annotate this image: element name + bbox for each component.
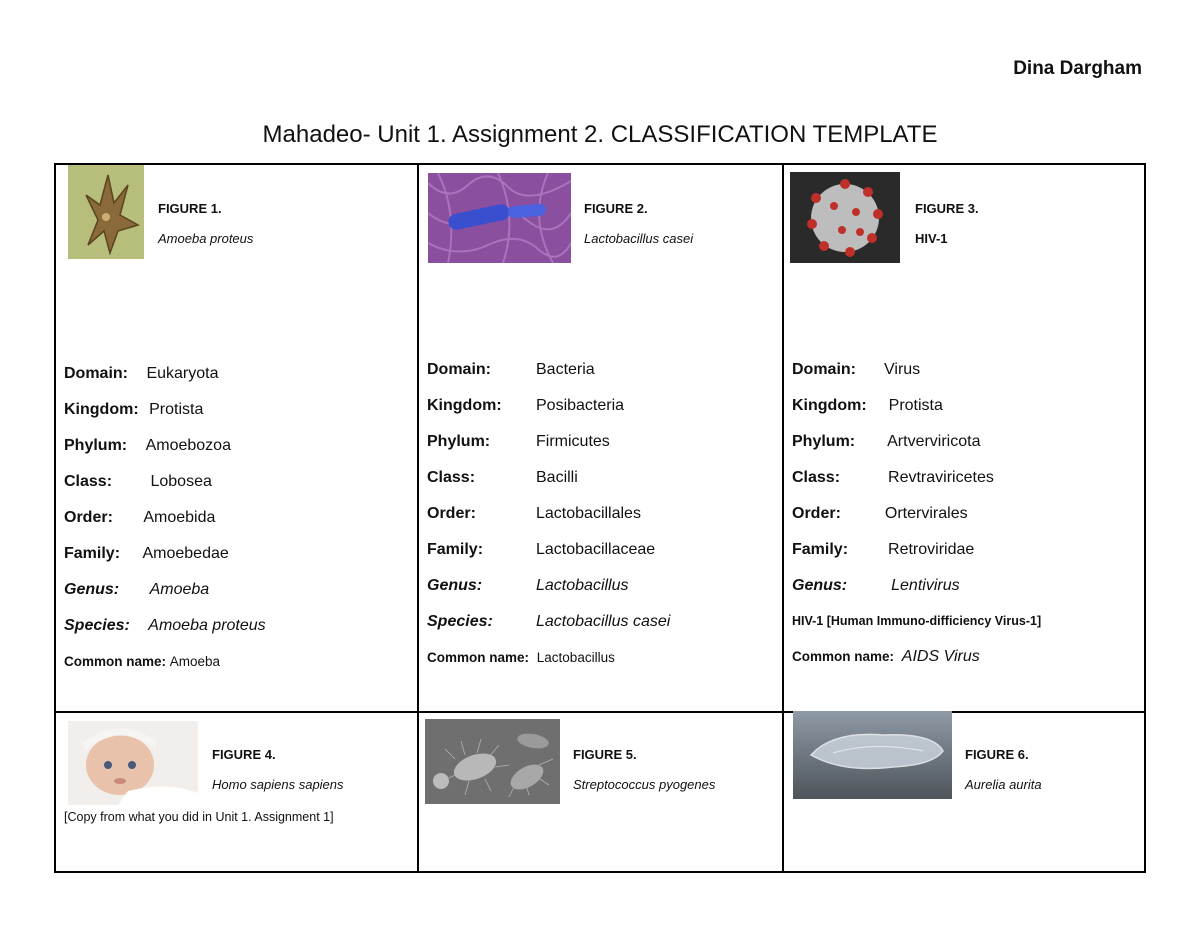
amoeba-image [68, 165, 144, 259]
figure-organism: Homo sapiens sapiens [212, 777, 344, 792]
rank-label: Phylum: [64, 437, 128, 454]
rank-label: Species: [427, 613, 493, 630]
figure-caption [915, 201, 979, 246]
rank-label: Class: [64, 473, 113, 490]
rank-label: Kingdom: [427, 397, 502, 414]
rank-value: Eukaryota [146, 365, 219, 382]
rank-value: Amoeba [149, 581, 210, 598]
rank-value: Amoeba proteus [148, 617, 266, 634]
classification-table [54, 163, 1146, 873]
cell-figure-1 [56, 165, 417, 711]
rank-value: Revtraviricetes [888, 469, 994, 486]
rank-value: Amoebozoa [145, 437, 231, 454]
rank-value: Retroviridae [888, 541, 975, 558]
common-name-label: Common name: [792, 649, 895, 664]
jellyfish-image [793, 711, 952, 799]
rank-value: Bacilli [536, 469, 578, 486]
common-name-label: Common name: [427, 650, 530, 665]
figure-organism: Streptococcus pyogenes [573, 777, 716, 792]
rank-value: Protista [888, 397, 943, 414]
rank-value: Virus [884, 361, 921, 378]
author-name: Dina Dargham [1013, 58, 1142, 79]
rank-label: Species: [64, 617, 130, 634]
rank-label: Kingdom: [792, 397, 867, 414]
common-name-label: Common name: [64, 654, 167, 669]
rank-label: Domain: [64, 365, 128, 382]
common-name-value: AIDS Virus [901, 648, 980, 665]
figure-number: FIGURE 4. [212, 747, 276, 762]
rank-label: Domain: [427, 361, 491, 378]
rank-value: Artverviricota [887, 433, 981, 450]
rank-value: Lobosea [150, 473, 212, 490]
rank-label: Class: [427, 469, 476, 486]
figure-number: FIGURE 5. [573, 747, 637, 762]
rank-value: Lactobacillales [536, 505, 641, 522]
rank-value: Bacteria [536, 361, 595, 378]
cell-figure-5 [419, 713, 782, 873]
rank-value: Lactobacillaceae [536, 541, 656, 558]
cell-figure-3 [784, 165, 1146, 711]
bacteria-sem-image [425, 719, 560, 804]
rank-label: Family: [792, 541, 849, 558]
figure-organism: HIV-1 [915, 231, 948, 246]
rank-label: Family: [427, 541, 484, 558]
figure-caption [212, 747, 344, 792]
rank-label: Order: [427, 505, 476, 522]
virus-image [790, 172, 900, 263]
rank-value: Lactobacillus [536, 577, 629, 594]
rank-value: Lactobacillus casei [536, 613, 671, 630]
instruction-note: [Copy from what you did in Unit 1. Assignment 1] [64, 810, 334, 824]
page-title: Mahadeo- Unit 1. Assignment 2. CLASSIFICATION TEMPLATE [262, 121, 938, 148]
rank-value: Amoebida [143, 509, 216, 526]
figure-organism: Aurelia aurita [965, 777, 1042, 792]
rank-value: Firmicutes [536, 433, 610, 450]
rank-label: Class: [792, 469, 841, 486]
cell-figure-6 [784, 713, 1146, 873]
figure-number: FIGURE 3. [915, 201, 979, 216]
rank-label: Genus: [64, 581, 120, 598]
virus-full-name: HIV-1 [Human Immuno-difficiency Virus-1] [792, 614, 1042, 628]
common-name-value: Amoeba [169, 654, 221, 669]
rank-value: Protista [149, 401, 204, 418]
rank-label: Family: [64, 545, 121, 562]
rank-label: Order: [64, 509, 113, 526]
rank-value: Amoebedae [142, 545, 229, 562]
rank-label: Domain: [792, 361, 856, 378]
figure-number: FIGURE 1. [158, 201, 222, 216]
figure-caption [584, 201, 693, 246]
figure-number: FIGURE 6. [965, 747, 1029, 762]
figure-organism: Lactobacillus casei [584, 231, 694, 246]
rank-value: Lentivirus [891, 577, 960, 594]
rank-label: Kingdom: [64, 401, 139, 418]
rank-value: Ortervirales [884, 505, 968, 522]
cell-figure-2 [419, 165, 782, 711]
rank-label: Phylum: [427, 433, 491, 450]
bacteria-image [428, 173, 571, 263]
figure-caption [158, 201, 253, 246]
rank-label: Genus: [427, 577, 483, 594]
rank-label: Genus: [792, 577, 848, 594]
figure-caption [965, 747, 1042, 792]
figure-number: FIGURE 2. [584, 201, 648, 216]
baby-image [68, 721, 198, 805]
rank-label: Phylum: [792, 433, 856, 450]
figure-caption [573, 747, 715, 792]
cell-figure-4 [56, 713, 417, 873]
common-name-value: Lactobacillus [536, 650, 615, 665]
rank-value: Posibacteria [536, 397, 625, 414]
rank-label: Order: [792, 505, 841, 522]
figure-organism: Amoeba proteus [158, 231, 254, 246]
